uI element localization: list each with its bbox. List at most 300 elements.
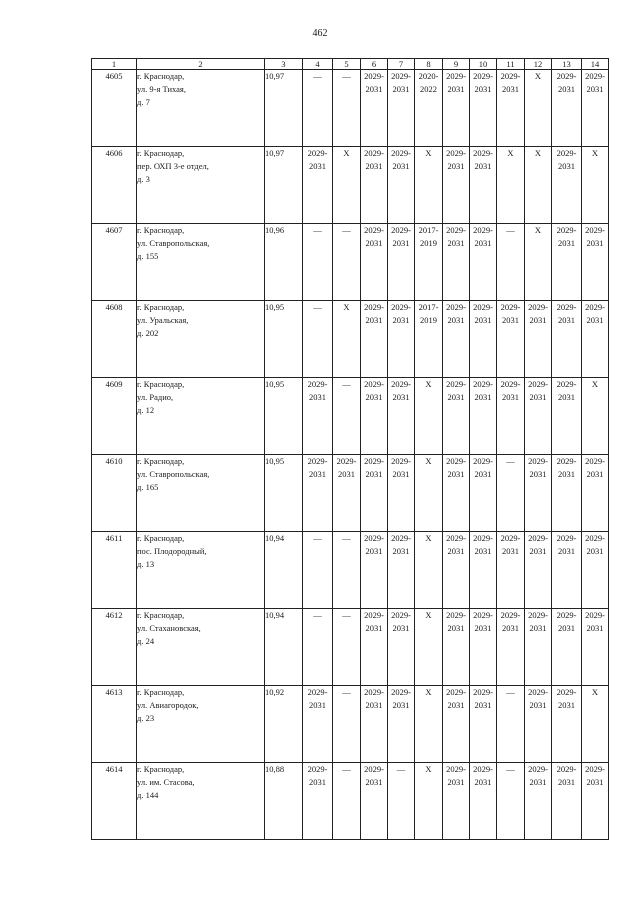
table-row (92, 532, 609, 609)
schedule-cell (470, 455, 497, 532)
schedule-text: 2031 (586, 777, 604, 787)
schedule-text: — (313, 225, 322, 235)
address-line: г. Краснодар, (137, 71, 185, 81)
address-line: ул. Стахановская, (137, 623, 201, 633)
address-line: ул. 9-я Тихая, (137, 84, 186, 94)
schedule-cell (333, 532, 361, 609)
schedule-text: 2031 (392, 315, 410, 325)
schedule-text: 2029- (556, 610, 577, 620)
schedule-text: 2031 (529, 546, 547, 556)
schedule-text: 2029- (364, 379, 384, 389)
address-line: ул. Ставропольская, (137, 469, 210, 479)
schedule-cell (525, 224, 552, 301)
schedule-text: 2029- (473, 379, 493, 389)
schedule-text: 2031 (474, 623, 492, 633)
schedule-text: 2029- (364, 764, 384, 774)
schedule-cell (415, 147, 443, 224)
schedule-cell (470, 378, 497, 455)
schedule-text: 2029- (364, 687, 384, 697)
address-cell (137, 763, 265, 840)
schedule-cell (470, 224, 497, 301)
column-number: 9 (443, 59, 470, 70)
schedule-cell (443, 378, 470, 455)
row-number: 4610 (92, 455, 137, 532)
schedule-text: 2029- (585, 456, 605, 466)
schedule-text: — (313, 533, 322, 543)
schedule-text: 2029- (307, 687, 328, 697)
address-cell (137, 609, 265, 686)
schedule-text: 2031 (474, 777, 492, 787)
schedule-text: 2029- (307, 764, 328, 774)
schedule-cell (415, 301, 443, 378)
schedule-text: — (506, 225, 515, 235)
address-line: г. Краснодар, (137, 533, 185, 543)
column-number: 6 (361, 59, 388, 70)
schedule-text: 2031 (474, 315, 492, 325)
schedule-text: 2031 (529, 469, 547, 479)
schedule-cell (388, 224, 415, 301)
schedule-cell (303, 147, 333, 224)
schedule-text: 2031 (365, 777, 383, 787)
schedule-text: 2029- (528, 379, 548, 389)
table-row (92, 147, 609, 224)
schedule-text: 2031 (502, 546, 519, 556)
schedule-text: 2029- (528, 610, 548, 620)
schedule-text: 2031 (474, 700, 492, 710)
schedule-text: X (534, 148, 542, 158)
schedule-cell (333, 224, 361, 301)
schedule-cell (361, 147, 388, 224)
schedule-text: 2031 (474, 238, 492, 248)
address-line: д. 155 (137, 251, 159, 261)
address-line: пос. Плодородный, (137, 546, 207, 556)
schedule-text: 2031 (447, 777, 465, 787)
schedule-text: 2029- (364, 610, 384, 620)
schedule-text: 2031 (558, 315, 575, 325)
schedule-text: 2031 (309, 700, 326, 710)
address-cell (137, 378, 265, 455)
address-line: ул. им. Стасова, (137, 777, 195, 787)
address-line: ул. Ставропольская, (137, 238, 210, 248)
schedule-text: 2031 (558, 623, 575, 633)
schedule-text: 2031 (365, 238, 383, 248)
schedule-cell (303, 301, 333, 378)
schedule-cell (552, 686, 582, 763)
schedule-text: 2029- (556, 456, 577, 466)
address-cell (137, 301, 265, 378)
schedule-cell (497, 378, 525, 455)
schedule-text: 2031 (529, 392, 547, 402)
schedule-cell (443, 609, 470, 686)
schedule-text: 2029- (391, 148, 411, 158)
column-number: 11 (497, 59, 525, 70)
schedule-cell (497, 301, 525, 378)
column-number: 7 (388, 59, 415, 70)
schedule-cell (415, 455, 443, 532)
schedule-text: 2029- (500, 379, 521, 389)
table-body (92, 70, 609, 840)
address-line: д. 24 (137, 636, 155, 646)
schedule-text: 2020- (418, 71, 439, 81)
schedule-text: 2029- (585, 225, 605, 235)
schedule-cell (361, 686, 388, 763)
address-line: г. Краснодар, (137, 610, 185, 620)
schedule-text: 2029- (473, 764, 493, 774)
schedule-cell (361, 532, 388, 609)
schedule-cell (388, 301, 415, 378)
schedule-text: 2031 (558, 238, 575, 248)
schedule-cell (361, 70, 388, 147)
schedule-text: X (425, 379, 432, 389)
schedule-text: 2031 (447, 161, 465, 171)
schedule-text: X (507, 148, 514, 158)
schedule-text: 2031 (392, 623, 410, 633)
schedule-cell (497, 532, 525, 609)
schedule-text: 2029- (556, 225, 577, 235)
address-line: г. Краснодар, (137, 379, 185, 389)
schedule-text: 2029- (391, 456, 411, 466)
column-number: 14 (582, 59, 609, 70)
schedule-text: 2029- (500, 533, 521, 543)
schedule-cell (582, 70, 609, 147)
schedule-cell (388, 532, 415, 609)
row-number: 4612 (92, 609, 137, 686)
schedule-text: X (425, 610, 432, 620)
table-row (92, 301, 609, 378)
schedule-text: 2022 (420, 84, 437, 94)
schedule-text: 2029- (500, 71, 521, 81)
schedule-text: 2019 (420, 315, 437, 325)
value-cell: 10,95 (265, 455, 303, 532)
schedule-cell (388, 609, 415, 686)
address-line: г. Краснодар, (137, 148, 185, 158)
schedule-text: 2031 (558, 161, 575, 171)
schedule-cell (552, 378, 582, 455)
schedule-text: 2031 (558, 392, 575, 402)
schedule-cell (388, 378, 415, 455)
schedule-text: 2031 (529, 623, 547, 633)
value-cell: 10,88 (265, 763, 303, 840)
schedule-cell (333, 147, 361, 224)
schedule-text: X (425, 456, 432, 466)
schedule-text: 2029- (585, 71, 605, 81)
schedule-text: 2031 (558, 700, 575, 710)
schedule-cell (333, 378, 361, 455)
schedule-cell (552, 455, 582, 532)
schedule-text: — (506, 687, 515, 697)
address-line: д. 165 (137, 482, 159, 492)
schedule-text: 2029- (473, 687, 493, 697)
schedule-text: 2031 (502, 84, 519, 94)
schedule-cell (552, 70, 582, 147)
schedule-text: 2031 (586, 84, 604, 94)
schedule-text: X (343, 302, 350, 312)
schedule-text: 2029- (585, 302, 605, 312)
schedule-cell (388, 763, 415, 840)
schedule-cell (443, 224, 470, 301)
schedule-text: X (591, 687, 599, 697)
row-number: 4609 (92, 378, 137, 455)
schedule-text: — (313, 610, 322, 620)
schedule-text: 2029- (391, 610, 411, 620)
schedule-text: 2029- (364, 533, 384, 543)
schedule-text: 2029- (528, 533, 548, 543)
schedule-cell (552, 301, 582, 378)
schedule-cell (470, 532, 497, 609)
schedule-text: X (425, 148, 432, 158)
schedule-cell (443, 301, 470, 378)
value-cell: 10,94 (265, 532, 303, 609)
schedule-text: 2031 (558, 469, 575, 479)
schedule-text: 2031 (558, 84, 575, 94)
address-line: г. Краснодар, (137, 302, 185, 312)
schedule-text: 2029- (556, 148, 577, 158)
schedule-text: 2031 (392, 84, 410, 94)
schedule-text: 2031 (586, 238, 604, 248)
address-line: д. 7 (137, 97, 150, 107)
address-cell (137, 224, 265, 301)
schedule-text: 2029- (391, 225, 411, 235)
schedule-text: X (425, 533, 432, 543)
schedule-text: 2029- (585, 764, 605, 774)
schedule-cell (497, 455, 525, 532)
schedule-cell (552, 147, 582, 224)
schedule-text: 2029- (473, 148, 493, 158)
schedule-cell (525, 70, 552, 147)
schedule-cell (582, 763, 609, 840)
schedule-cell (415, 378, 443, 455)
schedule-text: 2029- (585, 533, 605, 543)
schedule-text: 2029- (446, 71, 466, 81)
schedule-text: 2029- (364, 456, 384, 466)
schedule-text: 2031 (392, 700, 410, 710)
schedule-cell (497, 224, 525, 301)
address-line: д. 23 (137, 713, 155, 723)
schedule-text: X (425, 687, 432, 697)
column-number: 2 (137, 59, 265, 70)
column-number: 3 (265, 59, 303, 70)
schedule-cell (333, 455, 361, 532)
schedule-cell (415, 763, 443, 840)
schedule-text: 2029- (500, 302, 521, 312)
schedule-cell (470, 147, 497, 224)
schedule-text: 2029- (556, 71, 577, 81)
row-number: 4608 (92, 301, 137, 378)
address-cell (137, 70, 265, 147)
column-number-row (92, 59, 609, 70)
schedule-text: X (343, 148, 350, 158)
schedule-cell (582, 147, 609, 224)
schedule-text: 2031 (309, 469, 326, 479)
schedule-text: 2029- (556, 687, 577, 697)
schedule-text: 2031 (392, 546, 410, 556)
address-line: ул. Уральская, (137, 315, 189, 325)
schedule-text: 2031 (502, 315, 519, 325)
schedule-text: 2029- (473, 71, 493, 81)
value-cell: 10,97 (265, 70, 303, 147)
schedule-text: 2031 (392, 238, 410, 248)
address-line: г. Краснодар, (137, 687, 185, 697)
schedule-text: 2029- (364, 302, 384, 312)
schedule-text: 2031 (392, 392, 410, 402)
address-line: ул. Авиагородок, (137, 700, 199, 710)
value-cell: 10,95 (265, 378, 303, 455)
table-row (92, 763, 609, 840)
schedule-text: 2029- (446, 225, 466, 235)
schedule-text: 2031 (392, 161, 410, 171)
schedule-cell (443, 147, 470, 224)
schedule-cell (582, 224, 609, 301)
table-row (92, 70, 609, 147)
schedule-cell (303, 609, 333, 686)
schedule-text: — (342, 764, 351, 774)
column-number: 8 (415, 59, 443, 70)
schedule-text: 2031 (529, 777, 547, 787)
schedule-cell (333, 609, 361, 686)
schedule-cell (525, 686, 552, 763)
schedule-cell (443, 70, 470, 147)
schedule-text: — (313, 71, 322, 81)
schedule-text: 2031 (474, 469, 492, 479)
schedule-text: 2029- (336, 456, 357, 466)
schedule-cell (361, 224, 388, 301)
value-cell: 10,96 (265, 224, 303, 301)
schedule-cell (333, 301, 361, 378)
schedule-text: — (506, 764, 515, 774)
table-row (92, 378, 609, 455)
schedule-cell (552, 532, 582, 609)
schedule-cell (443, 455, 470, 532)
schedule-cell (497, 147, 525, 224)
schedule-cell (333, 686, 361, 763)
schedule-text: 2031 (586, 546, 604, 556)
schedule-text: 2029- (391, 379, 411, 389)
schedule-cell (443, 532, 470, 609)
schedule-text: 2031 (529, 700, 547, 710)
schedule-cell (415, 532, 443, 609)
schedule-text: 2029- (473, 225, 493, 235)
schedule-text: X (534, 71, 542, 81)
schedule-text: 2031 (365, 161, 383, 171)
schedule-cell (552, 763, 582, 840)
address-cell (137, 686, 265, 763)
address-line: д. 3 (137, 174, 150, 184)
schedule-text: 2031 (447, 469, 465, 479)
schedule-cell (415, 686, 443, 763)
address-line: г. Краснодар, (137, 764, 185, 774)
schedule-cell (361, 763, 388, 840)
schedule-text: 2031 (309, 777, 326, 787)
schedule-cell (415, 609, 443, 686)
schedule-text: 2029- (446, 533, 466, 543)
schedule-cell (361, 301, 388, 378)
table-row (92, 224, 609, 301)
schedule-cell (443, 763, 470, 840)
schedule-text: 2031 (309, 161, 326, 171)
row-number: 4605 (92, 70, 137, 147)
schedule-cell (497, 763, 525, 840)
schedule-text: 2029- (391, 687, 411, 697)
schedule-text: 2031 (474, 84, 492, 94)
schedule-text: 2031 (586, 469, 604, 479)
row-number: 4606 (92, 147, 137, 224)
register-table (91, 58, 609, 840)
schedule-text: 2031 (338, 469, 355, 479)
schedule-text: — (313, 302, 322, 312)
schedule-text: 2029- (307, 379, 328, 389)
schedule-text: 2031 (558, 546, 575, 556)
schedule-text: 2029- (528, 687, 548, 697)
schedule-text: 2029- (500, 610, 521, 620)
schedule-text: 2029- (364, 71, 384, 81)
row-number: 4611 (92, 532, 137, 609)
value-cell: 10,92 (265, 686, 303, 763)
schedule-text: 2031 (365, 546, 383, 556)
schedule-text: — (342, 687, 351, 697)
schedule-text: 2029- (556, 302, 577, 312)
schedule-text: 2031 (447, 238, 465, 248)
schedule-text: 2031 (558, 777, 575, 787)
schedule-cell (361, 455, 388, 532)
schedule-text: 2029- (391, 71, 411, 81)
schedule-text: — (342, 533, 351, 543)
schedule-cell (303, 224, 333, 301)
schedule-cell (361, 378, 388, 455)
schedule-text: 2031 (365, 700, 383, 710)
schedule-cell (582, 686, 609, 763)
schedule-cell (303, 763, 333, 840)
schedule-cell (470, 70, 497, 147)
schedule-text: — (342, 379, 351, 389)
schedule-text: 2029- (528, 764, 548, 774)
schedule-text: 2029- (391, 533, 411, 543)
column-number: 1 (92, 59, 137, 70)
schedule-cell (497, 609, 525, 686)
schedule-cell (388, 70, 415, 147)
schedule-text: 2029- (446, 456, 466, 466)
schedule-cell (525, 532, 552, 609)
schedule-cell (582, 609, 609, 686)
schedule-cell (361, 609, 388, 686)
page-number: 462 (312, 28, 328, 39)
schedule-text: — (342, 225, 351, 235)
schedule-cell (470, 686, 497, 763)
table-row (92, 455, 609, 532)
schedule-text: 2031 (474, 392, 492, 402)
schedule-text: 2031 (365, 84, 383, 94)
schedule-cell (525, 455, 552, 532)
schedule-text: 2029- (446, 148, 466, 158)
schedule-text: 2029- (473, 610, 493, 620)
schedule-text: 2031 (586, 315, 604, 325)
schedule-text: 2019 (420, 238, 437, 248)
address-line: д. 144 (137, 790, 159, 800)
schedule-text: — (342, 610, 351, 620)
schedule-text: 2031 (365, 623, 383, 633)
schedule-text: 2029- (446, 302, 466, 312)
schedule-text: 2029- (473, 302, 493, 312)
schedule-cell (582, 455, 609, 532)
schedule-text: 2029- (446, 379, 466, 389)
schedule-text: 2029- (473, 533, 493, 543)
column-number: 10 (470, 59, 497, 70)
schedule-text: 2029- (307, 456, 328, 466)
schedule-text: 2029- (446, 764, 466, 774)
schedule-text: — (396, 764, 406, 774)
schedule-text: X (534, 225, 542, 235)
schedule-text: X (591, 148, 599, 158)
schedule-cell (552, 609, 582, 686)
